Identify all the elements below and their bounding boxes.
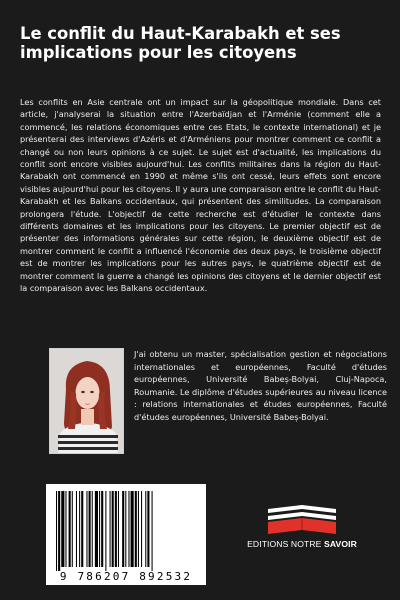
barcode-bar bbox=[145, 491, 146, 567]
isbn-barcode bbox=[46, 484, 206, 585]
barcode-bar bbox=[99, 491, 100, 567]
barcode-icon bbox=[46, 484, 206, 572]
barcode-bar bbox=[147, 491, 149, 567]
publisher-name bbox=[222, 539, 382, 549]
barcode-bar bbox=[131, 491, 134, 567]
barcode-bar bbox=[135, 491, 137, 567]
barcode-bar bbox=[58, 491, 60, 571]
barcode-bar bbox=[92, 491, 93, 567]
book-title: Le conflit du Haut-Karabakh et ses implications pour les citoyens bbox=[20, 24, 341, 62]
barcode-bar bbox=[105, 491, 106, 571]
publisher-name-bold: SAVOIR bbox=[324, 539, 357, 549]
barcode-bar bbox=[112, 491, 114, 567]
barcode-bar bbox=[86, 491, 87, 567]
isbn-digits: 9 786207 892532 bbox=[59, 570, 193, 583]
barcode-bar bbox=[138, 491, 139, 567]
barcode-bar bbox=[125, 491, 126, 567]
barcode-bar bbox=[69, 491, 71, 567]
barcode-bar bbox=[76, 491, 77, 567]
barcode-bar bbox=[152, 491, 153, 571]
barcode-bar bbox=[101, 491, 103, 567]
barcode-bar bbox=[110, 491, 111, 567]
barcode-bar bbox=[89, 491, 91, 567]
publisher-name-regular: EDITIONS NOTRE bbox=[247, 539, 325, 549]
barcode-bar bbox=[95, 491, 98, 567]
book-summary: Les conflits en Asie centrale ont un impact sur la géopolitique mondiale. Dans cet article, j'analyserai la situation entre l'Azerbaïdjan et l'Arménie (comment elle a commencé, les relations économiques entre ces Etats, le contexte international) et je présenterai des interviews d'Azéris et d'Arméniens pour montrer comment ce conflit a changé ou non leurs opinions à ce sujet. Le sujet est d'actualité, les implications du conflit sont encore visibles aujourd'hui. Les conflits militaires dans la région du Haut-Karabakh ont commencé en 1990 et même s'ils ont cessé, leurs effets sont encore visibles aujourd'hui pour les citoyens. Il y aura une comparaison entre le conflit du Haut-Karabakh et les Balkans occidentaux, qui présentent des similitudes. La comparaison prolongera l'étude. L'objectif de cette recherche est d'étudier le contexte dans différents domaines et les implications pour les citoyens. Le premier objectif est de présenter des informations générales sur cette région, le deuxième objectif est de montrer comment le conflit a influencé l'économie des deux pays, le troisième objectif est de montrer les implications pour les autres pays, le quatrième objectif est de montrer comment la guerre a changé les opinions des citoyens et le dernier objectif est la comparaison avec les Balkans occidentaux. bbox=[20, 97, 381, 294]
barcode-bar bbox=[122, 491, 124, 567]
barcode-bar bbox=[65, 491, 66, 567]
book-stack-logo-icon bbox=[264, 503, 340, 537]
author-photo bbox=[49, 348, 124, 454]
barcode-bar bbox=[56, 491, 57, 571]
publisher-block bbox=[222, 503, 382, 563]
author-portrait-icon bbox=[50, 349, 124, 454]
barcode-bar bbox=[118, 491, 119, 567]
barcode-bar bbox=[61, 491, 64, 567]
barcode-bar bbox=[115, 491, 117, 567]
barcode-bar bbox=[72, 491, 73, 567]
barcode-bar bbox=[128, 491, 129, 567]
barcode-bar bbox=[81, 491, 83, 567]
barcode-bar bbox=[141, 491, 142, 567]
author-bio: J'ai obtenu un master, spécialisation gestion et négociations internationales et européennes, Faculté d'études européennes, Université Babeș-Bolyai, Cluj-Napoca, Roumanie. Le diplôme d'études supérieures au niveau licence : relations internationales et études européennes, Faculté d'études européennes, Université Babeș-Bolyai. bbox=[134, 349, 387, 422]
barcode-bar bbox=[79, 491, 80, 567]
